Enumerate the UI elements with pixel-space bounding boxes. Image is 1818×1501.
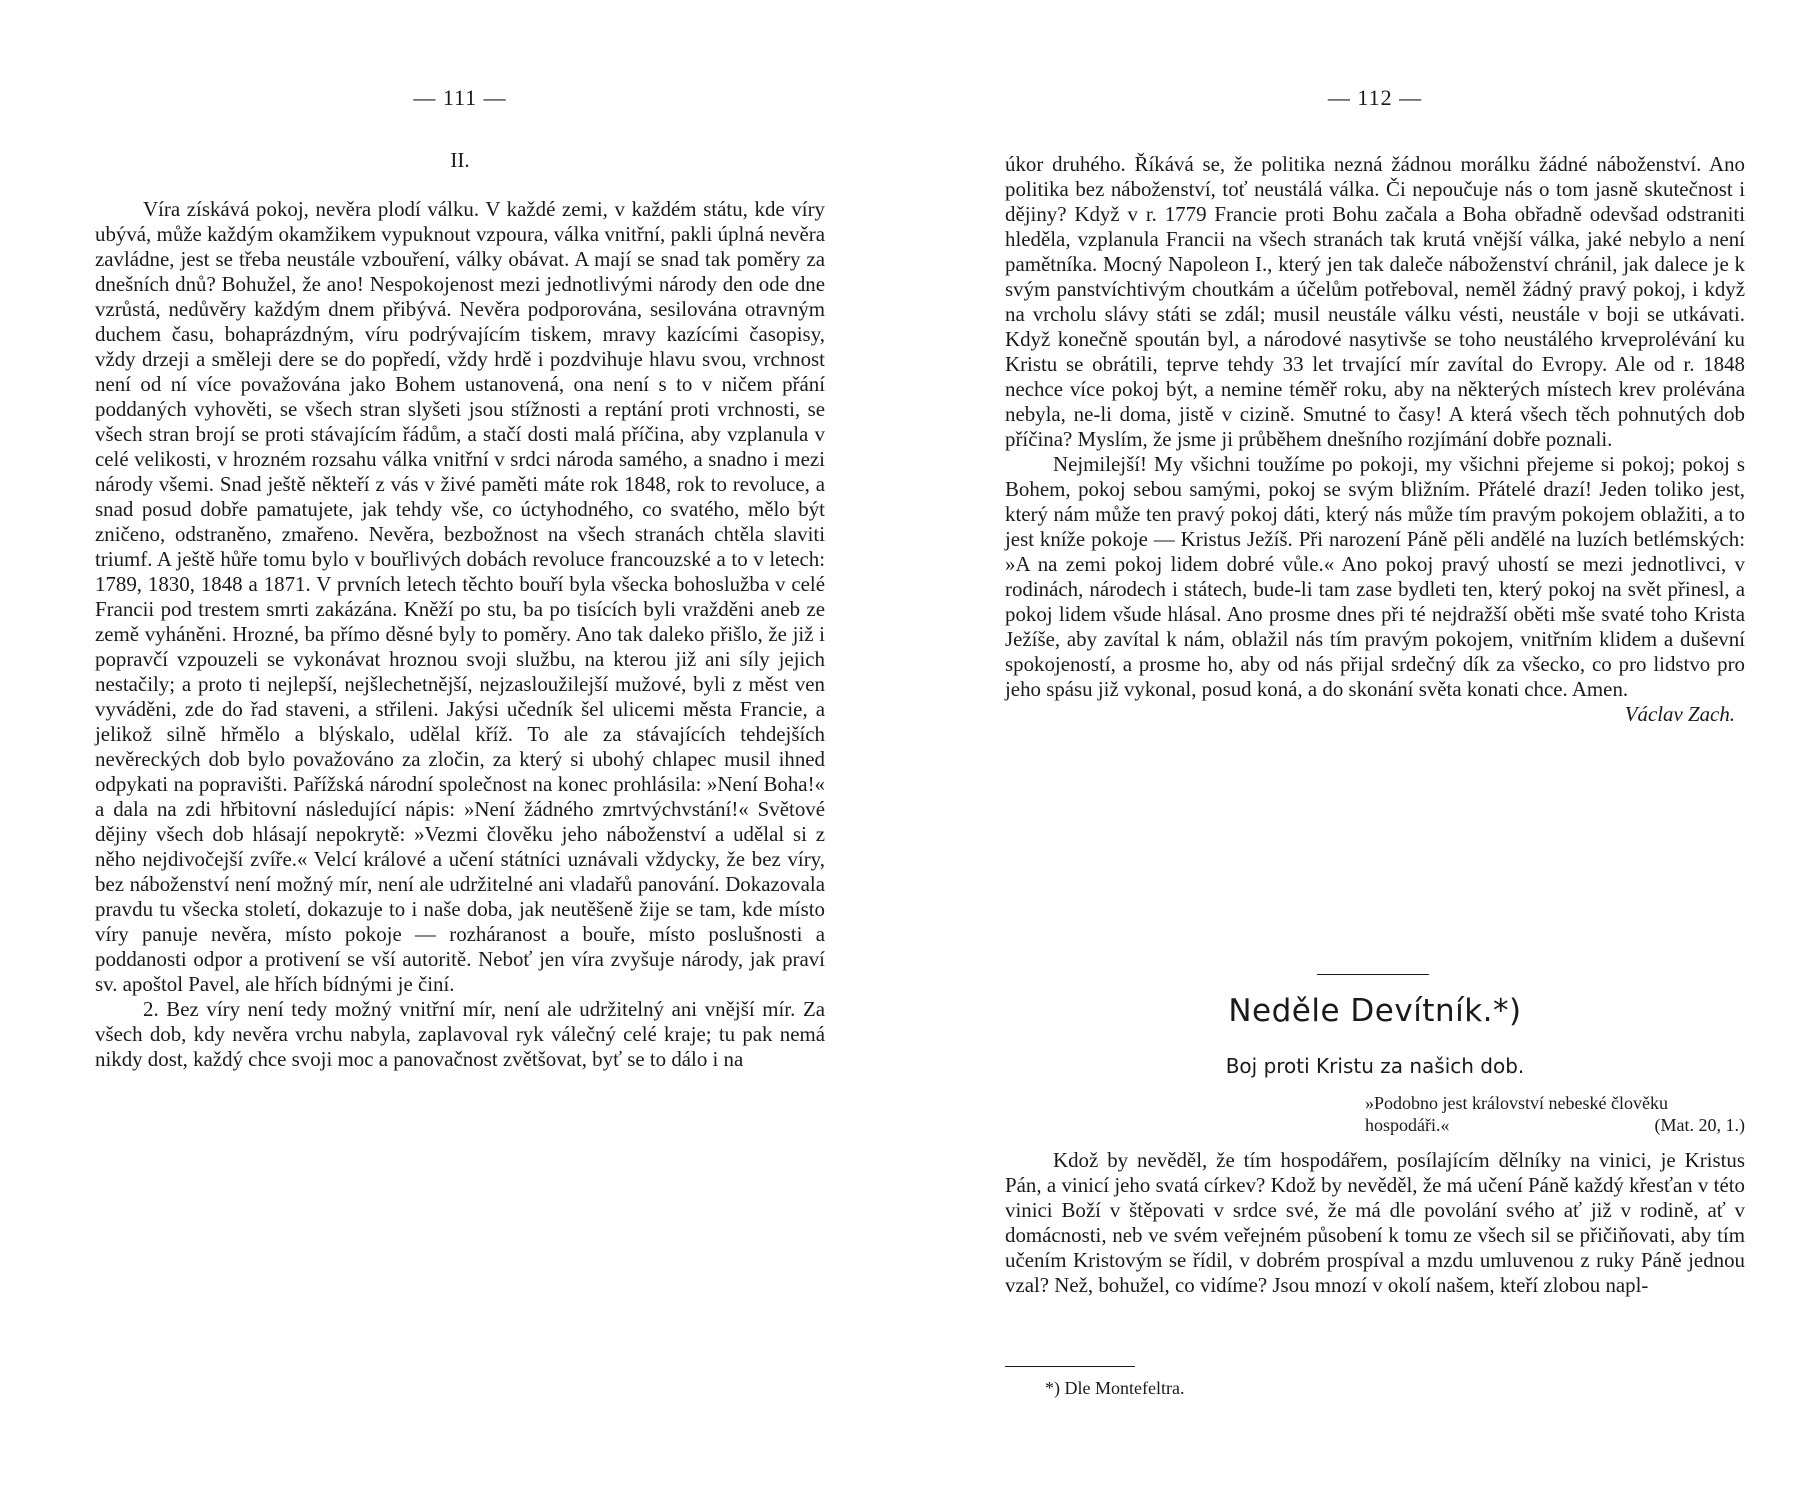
right-paragraph-2 <box>1005 452 1745 726</box>
left-paragraph-1: Víra získává pokoj, nevěra plodí válku. V každé zemi, v každém státu, kde víry ubývá, může každým okamžikem vypuknout vzpoura, válka vnitřní, pakli úplná nevěra zavládne, jest se třeba neustále vzbouření, války obávat. A mají se snad tak poměry za dnešních dnů? Bohužel, že ano! Nespokojenost mezi jednotlivými národy den ode dne vzrůstá, nedůvěry každým dnem přibývá. Nevěra podporována, sesilována otravným duchem času, bohaprázdným, víru podrývajícím tiskem, mravy kazícími časopisy, vždy drzeji a směleji dere se do popředí, vždy hrdě i pozdvihuje hlavu svou, vrchnost není od ní více považována jako Bohem ustanovená, ona není s to v ničem přání poddaných vyhověti, se všech stran slyšeti jsou stížnosti a reptání proti vrchnosti, se všech stran brojí se proti stávajícím řádům, a stačí dosti malá příčina, aby vzplanula v celé velikosti, v hrozném rozsahu válka vnitřní v srdci národa samého, a snadno i mezi národy všemi. Snad ještě někteří z vás v živé paměti máte rok 1848, rok to revoluce, a snad posud dobře pamatujete, jak tehdy vše, co úctyhodného, co svatého, mělo být zničeno, odstraněno, zmařeno. Nevěra, bezbožnost na všech stranách chtěla slaviti triumf. A ještě hůře tomu bylo v bouřlivých dobách revoluce francouzské a to v letech: 1789, 1830, 1848 a 1871. V prvních letech těchto bouří byla všecka bohoslužba v celé Francii pod trestem smrti zakázána. Kněží po stu, ba po tisících byli vražděni aneb ze země vyháněni. Hrozné, ba přímo děsné byly to poměry. Ano tak daleko přišlo, že již i popravčí vzpouzeli se vykonávat hroznou svoji službu, na kterou již ani síly jejich nestačily; a proto ti nejlepší, nejšlechetnější, nejzasloužilejší mužové, byli z měst ven vyváděni, zde do řad staveni, a střileni. Jakýsi učedník šel ulicemi města Francie, a jelikož silně hřmělo a blýskalo, udělal kříž. To ale za stávajících tehdejších nevěreckých dob bylo považováno za zločin, za který si ubohý chlapec musil ihned odpykati na popravišti. Pařížská národní společnost na konec prohlásila: »Není Boha!« a dala na zdi hřbitovní následující nápis: »Není žádného zmrtvýchvstání!« Světové dějiny všech dob hlásají nepokrytě: »Vezmi člověku jeho náboženství a udělal si z něho nejdivočejší zvíře.« Velcí králové a učení státníci uznávali vždycky, že bez víry, bez náboženství není možný mír, není ale udržitelné ani vladařů panování. Dokazovala pravdu tu všecka století, dokazuje to i naše doba, jak neutěšeně žije se tam, kde místo víry panuje nevěra, místo pokoje — rozháranost a bouře, místo poslušnosti a poddanosti odpor a protivení se vší autoritě. Neboť jen víra zvyšuje národy, jak praví sv. apoštol Pavel, ale hřích bídnými je činí. <box>95 197 825 996</box>
page-number-left: — 111 — <box>413 85 507 110</box>
page-number-right: — 112 — <box>1327 85 1423 110</box>
article-body-text <box>1005 1148 1745 1298</box>
epigraph-text: »Podobno jest království nebeské člověku hospodáři.« <box>1365 1093 1668 1135</box>
footnote: *) Dle Montefeltra. <box>1045 1378 1185 1398</box>
section-heading: II. <box>450 148 470 172</box>
footnote-rule <box>1005 1366 1135 1367</box>
section-separator <box>1317 974 1429 975</box>
left-page <box>95 0 825 1501</box>
article-title: Neděle Devítník.*) <box>1228 993 1522 1029</box>
right-paragraph-2-text: Nejmilejší! My všichni toužíme po pokoji, my všichni přejeme si pokoj; pokoj s Bohem, pokoj sebou samými, pokoj se svým bližním. Přátelé drazí! Jeden toliko jest, který nám může ten pravý pokoj dáti, který nás může tím pravým pokojem oblažiti, a to jest kníže pokoje — Kristus Ježíš. Při narození Páně pěli andělé na luzích betlémských: »A na zemi pokoj lidem dobré vůle.« Ano pokoj pravý uhostí se mezi jednotlivci, v rodinách, národech i státech, bude-li tam zase bydleti ten, který pokoj na svět přinesl, a pokoj lidem všude hlásal. Ano prosme dnes při té nejdražší oběti mše svaté toho Krista Ježíše, aby zavítal k nám, oblažil nás tím pravým pokojem, vnitřním klidem a duševní spokojeností, a prosme ho, aby od nás přijal srdečný dík za všecko, co pro lidstvo pro jeho spásu již vykonal, posud koná, a do skonání světa konati chce. Amen. <box>1005 452 1745 701</box>
right-page <box>1005 0 1745 1501</box>
right-paragraph-1: úkor druhého. Říkává se, že politika nezná žádnou morálku žádné náboženství. Ano politika bez náboženství, toť neustálá válka. Či nepoučuje nás o tom jasně skutečnost i dějiny? Když v r. 1779 Francie proti Bohu začala a Boha obřadně odevšad odstraniti hleděla, vzplanula Francii na všech stranách tak krutá vnější válka, jaké nebylo a není pamětníka. Mocný Napoleon I., který jen tak daleče náboženství chránil, jak dalece je k svým panstvíchtivým choutkám a účelům potřeboval, neměl žádný pravý pokoj, i když na vrcholu slávy státi se zdál; musil neustále válku vésti, neustále v boji se utkávati. Když konečně spoután byl, a národové nasytivše se toho neustálého krveprolévání ku Kristu se obrátili, teprve tehdy 33 let trvající mír zavítal do Evropy. Ale od r. 1848 nechce více pokoj být, a nemine téměř roku, aby na některých místech krev prolévána nebyla, ne-li doma, jistě v cizině. Smutné to časy! A která všech těch pohnutých dob příčina? Myslím, že jsme ji průběhem dnešního rozjímání dobře poznali. <box>1005 152 1745 451</box>
left-paragraph-2: 2. Bez víry není tedy možný vnitřní mír, není ale udržitelný ani vnější mír. Za všech dob, kdy nevěra vrchu nabyla, zaplavoval ryk válečný celé kraje; tu pak nemá nikdy dost, každý chce svoji moc a panovačnost zvětšovat, byť se to dálo i na <box>95 997 825 1071</box>
article-subtitle: Boj proti Kristu za našich dob. <box>1225 1054 1525 1078</box>
left-body-text <box>95 197 825 1072</box>
author-signature: Václav Zach. <box>1624 702 1735 726</box>
epigraph <box>1365 1092 1745 1136</box>
article-paragraph-1: Kdož by nevěděl, že tím hospodářem, posílajícím dělníky na vinici, je Kristus Pán, a vinicí jeho svatá církev? Kdož by nevěděl, že má učení Páně každý křesťan v této vinici Boží v štěpovati v srdce své, že má dle povolání svého ať již v rodině, ať v domácnosti, neb ve svém veřejném působení k tomu ze všech sil se přičiňovati, aby tím učením Kristovým se řídil, v dobrém prospíval a mzdu umluvenou z ruky Páně jednou vzal? Než, bohužel, co vidíme? Jsou mnozí v okolí našem, kteří zlobou napl- <box>1005 1148 1745 1297</box>
epigraph-reference: (Mat. 20, 1.) <box>1654 1115 1745 1135</box>
right-body-text <box>1005 152 1745 727</box>
